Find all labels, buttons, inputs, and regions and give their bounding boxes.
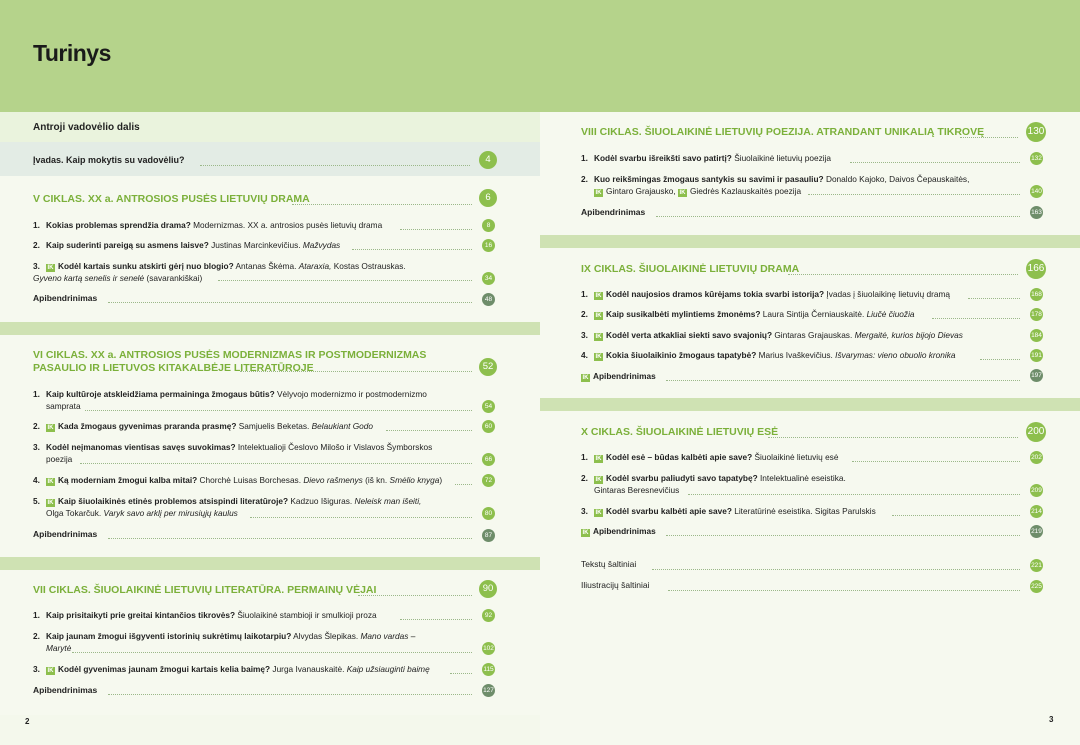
dot-leader	[932, 318, 1020, 319]
page-badge[interactable]: 8	[482, 219, 495, 232]
dot-leader	[200, 165, 470, 166]
section-page-badge[interactable]: 52	[479, 358, 497, 376]
page-badge[interactable]: 219	[1030, 525, 1043, 538]
dot-leader	[72, 652, 472, 653]
intro-label[interactable]: Įvadas. Kaip mokytis su vadovėliu?	[33, 155, 185, 165]
page-badge[interactable]: 4	[479, 151, 497, 169]
dot-leader	[666, 380, 1020, 381]
summary-label[interactable]: Apibendrinimas	[33, 529, 98, 539]
summary-label[interactable]: Apibendrinimas	[33, 685, 98, 695]
section-page-badge[interactable]: 6	[479, 189, 497, 207]
toc-entry[interactable]: 1. Kokias problemas sprendžia drama? Modernizmas. XX a. antrosios pusės lietuvių drama	[33, 220, 383, 230]
page-badge[interactable]: 163	[1030, 206, 1043, 219]
dot-leader	[240, 371, 472, 372]
dot-leader	[852, 461, 1020, 462]
ik-icon: IK	[595, 190, 602, 196]
dot-leader	[968, 298, 1020, 299]
ik-icon: IK	[595, 334, 602, 340]
dot-leader	[108, 302, 472, 303]
dot-leader	[788, 274, 1018, 275]
toc-entry[interactable]: 2. Kaip suderinti pareigą su asmens laisve? Justinas Marcinkevičius. Mažvydas	[33, 240, 341, 250]
dot-leader	[808, 194, 1020, 195]
toc-entry[interactable]: 2. IK Kada žmogaus gyvenimas praranda prasmę? Samjuelis Beketas. Belaukiant Godo	[33, 421, 373, 431]
right-page	[540, 112, 1080, 745]
page-badge[interactable]: 197	[1030, 369, 1043, 382]
toc-entry[interactable]: 2. Kaip jaunam žmogui išgyventi istorinių sukrėtimų laikotarpiu? Alvydas Šlepikas. Mano vardas – Marytė	[33, 631, 416, 653]
dot-leader	[80, 463, 472, 464]
toc-entry[interactable]: 2. Kuo reikšmingas žmogaus santykis su savimi ir pasauliu? Donaldo Kajoko, Daivos Čepauskaitės, IK Gintaro Grajausko, IK Giedrės Kazlauskaitės poezija	[581, 174, 970, 196]
ik-icon: IK	[595, 477, 602, 483]
page-badge[interactable]: 191	[1030, 349, 1043, 362]
dot-leader	[850, 162, 1020, 163]
dot-leader	[108, 694, 472, 695]
toc-entry[interactable]: 1. Kaip kultūroje atskleidžiama permaininga žmogaus būtis? Vėlyvojo modernizmo ir postmodernizmo samprata	[33, 389, 427, 411]
page-badge[interactable]: 209	[1030, 484, 1043, 497]
page-number: 3	[1049, 715, 1054, 724]
toc-entry[interactable]: 3. IK Kodėl svarbu kalbėti apie save? Literatūrinė eseistika. Sigitas Parulskis	[581, 506, 876, 516]
toc-entry[interactable]: 3. IK Kodėl gyvenimas jaunam žmogui kartais kelia baimę? Jurga Ivanauskaitė. Kaip užsiauginti baimę	[33, 664, 430, 674]
part-label: Antroji vadovėlio dalis	[33, 122, 140, 133]
dot-leader	[218, 280, 472, 281]
page-badge[interactable]: 127	[482, 684, 495, 697]
page-badge[interactable]: 102	[482, 642, 495, 655]
section-divider	[540, 398, 1080, 411]
section-title[interactable]: X CIKLAS. ŠIUOLAIKINĖ LIETUVIŲ ESĖ	[581, 426, 779, 438]
page-badge[interactable]: 66	[482, 453, 495, 466]
toc-entry[interactable]: 5. IK Kaip šiuolaikinės etinės problemos atsispindi literatūroje? Kadzuo Išiguras. Neleisk man išeiti, Olga Tokarčuk. Varyk savo arklį per mirusiųjų kaulus	[33, 496, 422, 518]
toc-entry[interactable]: 4. IK Ką moderniam žmogui kalba mitai? Chorchė Luisas Borchesas. Dievo rašmenys (iš kn. Smėlio knyga)	[33, 475, 443, 485]
section-divider	[540, 235, 1080, 248]
ik-icon: IK	[47, 265, 54, 271]
toc-entry[interactable]: 3. IK Kodėl verta atkakliai siekti savo svajonių? Gintaras Grajauskas. Mergaitė, kurios bijojo Dievas	[581, 330, 963, 340]
dot-leader	[960, 137, 1018, 138]
toc-entry[interactable]: 1. IK Kodėl naujosios dramos kūrėjams tokia svarbi istorija? Įvadas į šiuolaikinę lietuvių dramą	[581, 289, 951, 299]
page-badge[interactable]: 72	[482, 474, 495, 487]
dot-leader	[358, 595, 472, 596]
ik-icon: IK	[595, 293, 602, 299]
page-badge[interactable]: 16	[482, 239, 495, 252]
page-badge[interactable]: 214	[1030, 505, 1043, 518]
dot-leader	[85, 410, 472, 411]
section-title[interactable]: V CIKLAS. XX a. ANTROSIOS PUSĖS LIETUVIŲ DRAMA	[33, 193, 310, 205]
page-badge[interactable]: 225	[1030, 580, 1043, 593]
page-badge[interactable]: 221	[1030, 559, 1043, 572]
left-page	[0, 112, 540, 745]
toc-entry[interactable]: IK Apibendrinimas	[582, 371, 656, 381]
section-title[interactable]: IX CIKLAS. ŠIUOLAIKINĖ LIETUVIŲ DRAMA	[581, 263, 800, 275]
section-page-badge[interactable]: 166	[1026, 259, 1046, 279]
section-title[interactable]: VII CIKLAS. ŠIUOLAIKINĖ LIETUVIŲ LITERATŪRA. PERMAINŲ VĖJAI	[33, 584, 377, 596]
section-page-badge[interactable]: 90	[479, 580, 497, 598]
ik-icon: IK	[582, 530, 589, 536]
section-page-badge[interactable]: 200	[1026, 422, 1046, 442]
section-title[interactable]: VIII CIKLAS. ŠIUOLAIKINĖ LIETUVIŲ POEZIJA. ATRANDANT UNIKALIĄ TIKROVĘ	[581, 126, 985, 138]
summary-label[interactable]: Apibendrinimas	[33, 293, 98, 303]
page-badge[interactable]: 132	[1030, 152, 1043, 165]
ik-icon: IK	[47, 479, 54, 485]
page-badge[interactable]: 178	[1030, 308, 1043, 321]
toc-entry[interactable]: 4. IK Kokia šiuolaikinio žmogaus tapatybė? Marius Ivaškevičius. Išvarymas: vieno obuolio kronika	[581, 350, 956, 360]
page-badge[interactable]: 48	[482, 293, 495, 306]
sources-texts[interactable]: Tekstų šaltiniai	[581, 559, 637, 569]
page-badge[interactable]: 202	[1030, 451, 1043, 464]
section-page-badge[interactable]: 130	[1026, 122, 1046, 142]
page-header	[0, 0, 1080, 112]
dot-leader	[352, 249, 472, 250]
dot-leader	[386, 430, 472, 431]
page-badge[interactable]: 60	[482, 420, 495, 433]
summary-label[interactable]: Apibendrinimas	[581, 207, 646, 217]
dot-leader	[250, 517, 472, 518]
section-divider	[0, 322, 540, 335]
page-badge[interactable]: 115	[482, 663, 495, 676]
page-badge[interactable]: 92	[482, 609, 495, 622]
dot-leader	[668, 590, 1020, 591]
ik-icon: IK	[47, 425, 54, 431]
ik-icon: IK	[47, 668, 54, 674]
ik-icon: IK	[595, 313, 602, 319]
section-title[interactable]: VI CIKLAS. XX a. ANTROSIOS PUSĖS MODERNIZMAS IR POSTMODERNIZMAS PASAULIO IR LIETUVOS KITAKALBĖJE LITERATŪROJE	[33, 349, 427, 374]
page-badge[interactable]: 184	[1030, 329, 1043, 342]
dot-leader	[108, 538, 472, 539]
section-divider	[0, 557, 540, 570]
dot-leader	[450, 673, 472, 674]
dot-leader	[980, 359, 1020, 360]
dot-leader	[768, 437, 1018, 438]
dot-leader	[292, 204, 472, 205]
sources-illustrations[interactable]: Iliustracijų šaltiniai	[581, 580, 650, 590]
toc-entry[interactable]: 1. Kodėl svarbu išreikšti savo patirtį? Šiuolaikinė lietuvių poezija	[581, 153, 832, 163]
dot-leader	[688, 494, 1020, 495]
page-title: Turinys	[33, 40, 111, 66]
toc-entry[interactable]: 3. IK Kodėl kartais sunku atskirti gėrį nuo blogio? Antanas Škėma. Ataraxia, Kostas Ostrauskas. Gyveno kartą senelis ir senelė (savarankiškai)	[33, 261, 406, 283]
ik-icon: IK	[582, 375, 589, 381]
page-badge[interactable]: 80	[482, 507, 495, 520]
ik-icon: IK	[47, 500, 54, 506]
page-number: 2	[25, 717, 30, 726]
ik-icon: IK	[595, 354, 602, 360]
page-badge[interactable]: 54	[482, 400, 495, 413]
page-badge[interactable]: 140	[1030, 185, 1043, 198]
dot-leader	[652, 569, 1020, 570]
toc-entry[interactable]: 2. IK Kaip susikalbėti mylintiems žmonėms? Laura Sintija Černiauskaitė. Liučė čiuožia	[581, 309, 915, 319]
page-badge[interactable]: 87	[482, 529, 495, 542]
dot-leader	[455, 484, 472, 485]
page-badge[interactable]: 34	[482, 272, 495, 285]
toc-entry[interactable]: 1. IK Kodėl esė – būdas kalbėti apie save? Šiuolaikinė lietuvių esė	[581, 452, 839, 462]
dot-leader	[666, 535, 1020, 536]
ik-icon: IK	[595, 510, 602, 516]
ik-icon: IK	[679, 190, 686, 196]
ik-icon: IK	[595, 456, 602, 462]
dot-leader	[400, 619, 472, 620]
dot-leader	[656, 216, 1020, 217]
dot-leader	[400, 229, 472, 230]
toc-entry[interactable]: IK Apibendrinimas	[582, 526, 656, 536]
toc-entry[interactable]: 2. IK Kodėl svarbu paliudyti savo tapatybę? Intelektualinė eseistika. Gintaras Beresnevičius	[581, 473, 846, 495]
dot-leader	[892, 515, 1020, 516]
page-badge[interactable]: 168	[1030, 288, 1043, 301]
toc-entry[interactable]: 3. Kodėl neįmanomas vientisas savęs suvokimas? Intelektualioji Česlovo Milošo ir Vislavos Šymborskos poezija	[33, 442, 433, 464]
toc-entry[interactable]: 1. Kaip prisitaikyti prie greitai kintančios tikrovės? Šiuolaikinė stambioji ir smulkioji proza	[33, 610, 377, 620]
